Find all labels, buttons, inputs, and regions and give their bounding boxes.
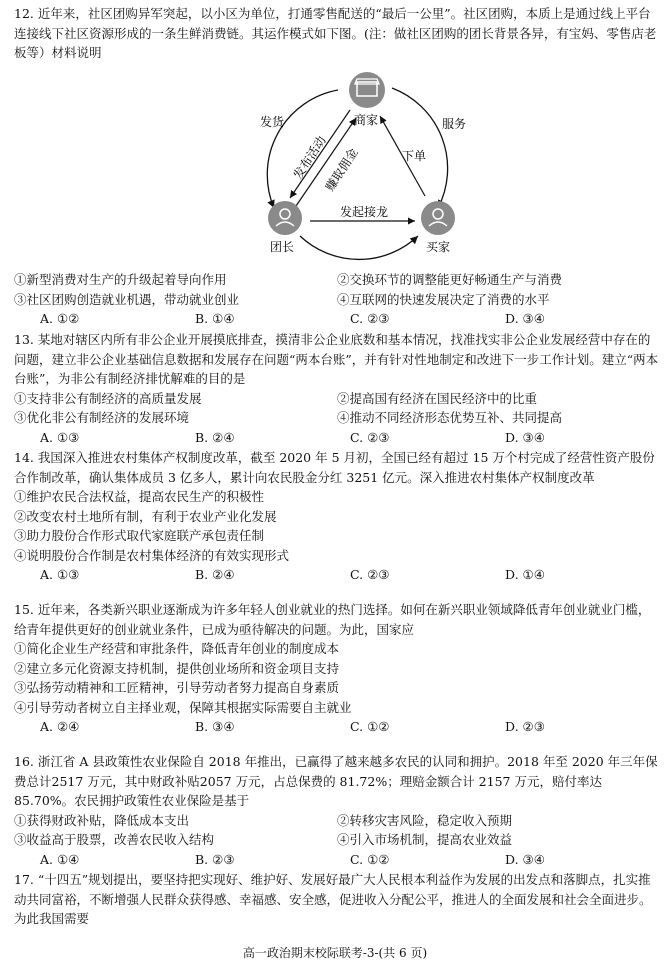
q12-choice-a: A. ①②	[40, 311, 80, 326]
question-16	[14, 752, 660, 869]
question-17-stem: 17. “十四五”规划提出，要坚持把实现好、维护好、发展好最广大人民根本利益作为发展的出发点和落脚点，扎实推动共同富裕，不断增强人民群众获得感、幸福感、安全感，促进收入分配公平，推进人的全面发展和社会全面进步。为此我国需要	[14, 872, 652, 926]
buyer-node	[421, 201, 455, 235]
q14-option-2: ②改变农村土地所有制，有利于农业产业化发展	[14, 508, 277, 524]
question-15	[14, 600, 660, 737]
arc-ship	[267, 90, 338, 208]
question-13-stem: 13. 某地对辖区内所有非公企业开展摸底排查，摸清非公企业底数和基本情况，找准找实非公企业发展经营中存在的问题，建立非公企业基础信息数据和发展存在问题“两本台账”，并有针对性地制定和改进下一步工作计划。建立“两本台账”，为非公有制经济排忧解难的目的是	[14, 332, 659, 386]
q13-option-4: ④推动不同经济形态优势互补、共同提高	[337, 410, 563, 425]
q12-choice-c: C. ②③	[350, 311, 390, 326]
question-15-stem: 15. 近年来，各类新兴职业逐渐成为许多年轻人创业就业的热门选择。如何在新兴职业领域降低青年创业就业门槛，给青年提供更好的创业就业条件，已成为亟待解决的问题。为此，国家应	[14, 602, 651, 637]
q12-option-3: ③社区团购创造就业机遇，带动就业创业	[14, 291, 240, 307]
q16-choice-a: A. ①④	[40, 851, 80, 867]
q15-option-2: ②建立多元化资源支持机制，提供创业场所和资金项目支持	[14, 660, 340, 676]
q12-choice-b: B. ①④	[195, 311, 235, 326]
q16-option-4: ④引入市场机制，提高农业效益	[337, 832, 513, 847]
question-17	[14, 870, 660, 929]
q14-choice-c: C. ②③	[350, 567, 390, 582]
q15-choice-d: D. ②③	[505, 719, 545, 734]
question-12-options	[14, 270, 660, 329]
label-commission: 赚取佣金	[322, 145, 361, 194]
q16-option-2: ②转移灾害风险，稳定收入预期	[337, 812, 513, 828]
page-footer: 高一政治期末校际联考-3-(共 6 页)	[242, 946, 428, 960]
question-13	[14, 330, 660, 447]
label-relay: 发起接龙	[340, 205, 389, 219]
q13-choice-b: B. ②④	[195, 429, 235, 445]
q15-choice-c: C. ①②	[350, 719, 390, 734]
question-14-stem: 14. 我国深入推进农村集体产权制度改革，截至 2020 年 5 月初，全国已经有超过 15 万个村完成了经营性资产股份合作制改革，确认集体成员 3 亿多人，累计向农民股金分红 3251 亿元。深入推进农村集体产权制度改革	[14, 450, 655, 485]
q12-option-4: ④互联网的快速发展决定了消费的水平	[337, 291, 550, 307]
leader-node	[268, 201, 302, 235]
q14-option-1: ①维护农民合法权益，提高农民生产的积极性	[14, 489, 265, 504]
q15-choice-a: A. ②④	[40, 719, 80, 734]
q13-option-1: ①支持非公有制经济的高质量发展	[14, 390, 202, 406]
label-buyer: 买家	[426, 240, 451, 254]
label-leader: 团长	[270, 240, 295, 254]
q14-choice-d: D. ①④	[505, 567, 545, 582]
q12-choice-d: D. ③④	[505, 311, 545, 326]
label-merchant: 商家	[354, 113, 379, 127]
q12-option-1: ①新型消费对生产的升级起着导向作用	[14, 272, 227, 287]
label-publish: 发布活动	[290, 133, 329, 182]
question-14	[14, 448, 660, 585]
arc-bottom	[300, 236, 418, 259]
q12-option-2: ②交换环节的调整能更好畅通生产与消费	[337, 272, 563, 287]
q13-choice-d: D. ③④	[505, 429, 545, 445]
merchant-node	[349, 72, 385, 108]
community-group-buying-diagram	[240, 68, 490, 268]
q13-choice-a: A. ①③	[40, 429, 80, 445]
q14-choice-b: B. ②④	[195, 567, 235, 582]
question-16-stem: 16. 浙江省 A 县政策性农业保险自 2018 年推出，已赢得了越来越多农民的认同和拥护。2018 年至 2020 年三年保费总计2517 万元，其中财政补贴2057 万元，占总保费的 81.72%；理赔金额合计 2157 万元，赔付率达 85.70%。农民拥护政策性农业保险是基于	[14, 754, 658, 808]
q13-option-3: ③优化非公有制经济的发展环境	[14, 410, 190, 425]
label-ship: 发货	[260, 115, 285, 129]
q16-choice-b: B. ②③	[195, 851, 235, 867]
q16-option-3: ③收益高于股票，改善农民收入结构	[14, 832, 215, 847]
question-12	[14, 4, 660, 63]
question-12-stem: 12. 近年来，社区团购异军突起，以小区为单位，打通零售配送的“最后一公里”。社区团购，本质上是通过线上平台连接线下社区资源形成的一条生鲜消费链。其运作模式如下图。(注：做社区团购的团长背景各异，有宝妈、零售店老板等）材料说明	[14, 6, 657, 60]
q14-option-4: ④说明股份合作制是农村集体经济的有效实现形式	[14, 547, 290, 563]
q14-option-3: ③助力股份合作形式取代家庭联产承包责任制	[14, 528, 265, 543]
q16-choice-d: D. ③④	[505, 851, 545, 867]
label-service: 服务	[442, 117, 467, 131]
q13-option-2: ②提高国有经济在国民经济中的比重	[337, 390, 538, 406]
q15-option-1: ①简化企业生产经营和审批条件，降低青年创业的制度成本	[14, 641, 340, 656]
q13-choice-c: C. ②③	[350, 429, 390, 445]
q15-option-3: ③弘扬劳动精神和工匠精神，引导劳动者努力提高自身素质	[14, 680, 340, 695]
q15-choice-b: B. ③④	[195, 719, 235, 734]
q14-choice-a: A. ①③	[40, 567, 80, 582]
q15-option-4: ④引导劳动者树立自主择业观，保障其根据实际需要自主就业	[14, 699, 352, 715]
arc-service	[392, 88, 448, 208]
q16-choice-c: C. ①②	[350, 851, 390, 867]
label-order: 下单	[402, 149, 427, 163]
q16-option-1: ①获得财政补贴，降低成本支出	[14, 812, 190, 828]
